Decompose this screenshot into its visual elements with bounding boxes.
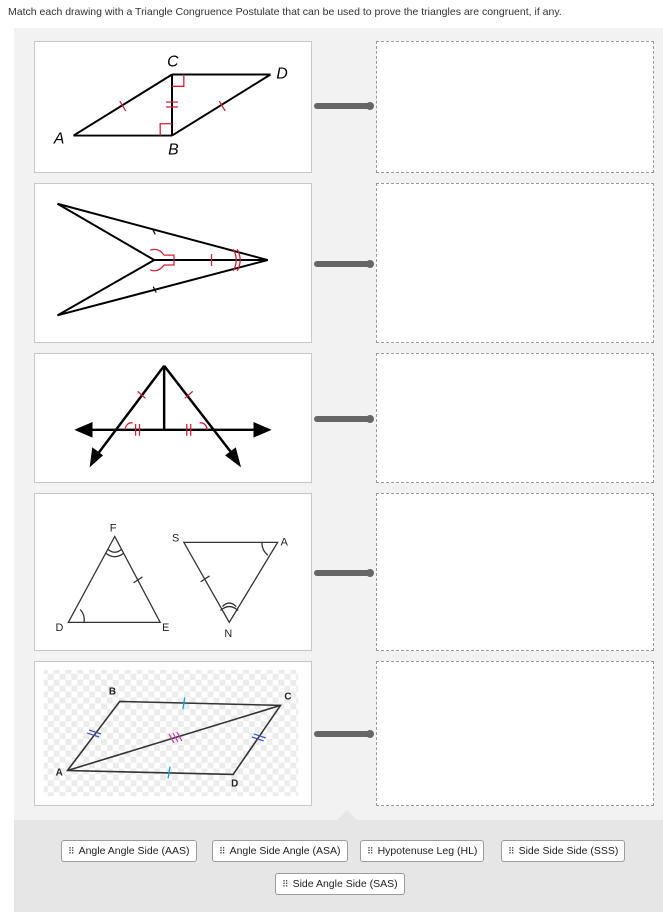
prompt-card-5	[34, 661, 312, 806]
label-a: A	[280, 536, 288, 549]
answer-chip-sas[interactable]	[275, 873, 405, 895]
label-s: S	[172, 532, 180, 545]
label-e: E	[162, 622, 170, 635]
label-d: D	[231, 778, 239, 790]
drag-handle-icon: ⠿	[508, 845, 514, 856]
label-a: A	[55, 767, 63, 779]
answer-chip-hl[interactable]	[360, 840, 484, 862]
prompt-card-2	[34, 183, 312, 343]
label-b: B	[108, 686, 117, 698]
drawing-5-svg	[35, 662, 311, 805]
label-n: N	[224, 628, 233, 641]
answer-chip-aas[interactable]	[61, 840, 197, 862]
answer-chip-label: Angle Angle Side (AAS)	[78, 845, 190, 857]
answer-chip-asa[interactable]	[212, 840, 348, 862]
connector-4[interactable]	[312, 567, 376, 579]
label-c: C	[284, 691, 292, 703]
prompt-card-1	[34, 41, 312, 173]
transparency-background	[44, 670, 298, 796]
drag-handle-icon: ⠿	[367, 845, 373, 856]
drawing-2-svg	[35, 184, 311, 342]
drop-zone-5[interactable]	[376, 661, 654, 806]
connector-2[interactable]	[312, 258, 376, 270]
connector-5[interactable]	[312, 728, 376, 740]
label-f: F	[109, 522, 117, 535]
drag-handle-icon: ⠿	[219, 845, 225, 856]
prompt-card-4	[34, 493, 312, 651]
drop-zone-2[interactable]	[376, 183, 654, 343]
answer-chip-label: Side Side Side (SSS)	[518, 845, 619, 857]
answer-bank	[14, 820, 663, 912]
drop-zone-3[interactable]	[376, 353, 654, 483]
drawing-1-svg	[35, 42, 311, 172]
prompt-card-3	[34, 353, 312, 483]
label-a: A	[53, 130, 65, 148]
connector-1[interactable]	[312, 100, 376, 112]
drag-handle-icon: ⠿	[282, 878, 288, 889]
bank-notch	[337, 810, 357, 820]
label-d: D	[55, 622, 64, 635]
drawing-3-svg	[35, 354, 311, 482]
instructions-text: Match each drawing with a Triangle Congruence Postulate that can be used to prove the triangles are congruent, if any.	[8, 6, 562, 18]
drag-handle-icon: ⠿	[68, 845, 74, 856]
label-b: B	[168, 141, 179, 159]
label-c: C	[167, 53, 179, 71]
answer-chip-label: Angle Side Angle (ASA)	[229, 845, 341, 857]
answer-chip-sss[interactable]	[501, 840, 625, 862]
drop-zone-4[interactable]	[376, 493, 654, 651]
connector-3[interactable]	[312, 413, 376, 425]
drop-zone-1[interactable]	[376, 41, 654, 173]
label-d: D	[276, 65, 288, 83]
answer-chip-label: Hypotenuse Leg (HL)	[377, 845, 478, 857]
answer-chip-label: Side Angle Side (SAS)	[292, 878, 398, 890]
drawing-4-svg	[35, 494, 311, 650]
